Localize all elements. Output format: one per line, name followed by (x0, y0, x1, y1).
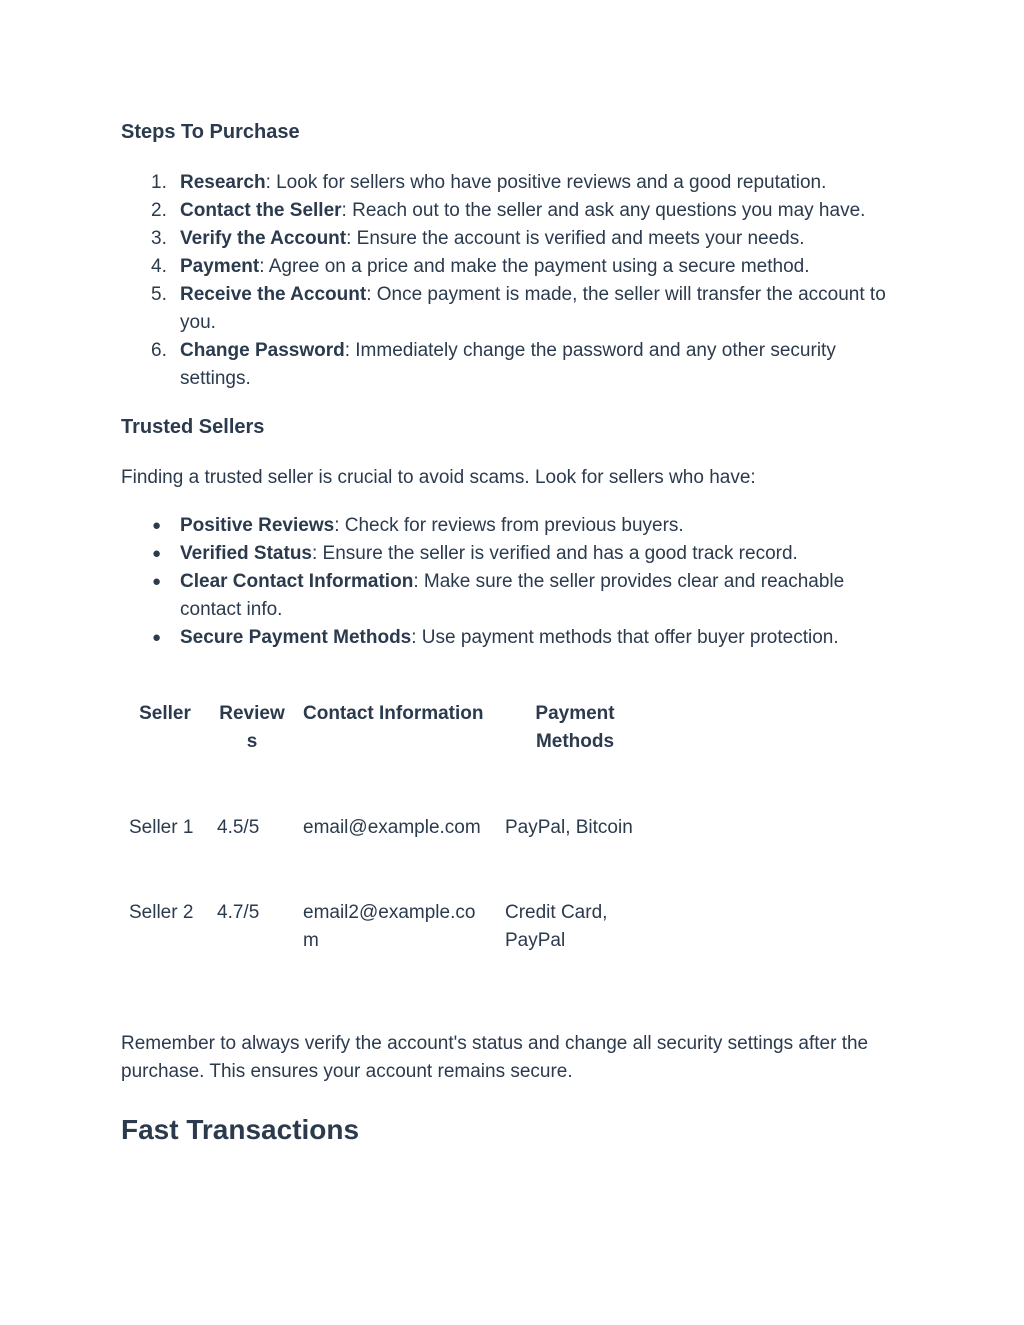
list-item: 4. Payment: Agree on a price and make the payment using a secure method. (151, 256, 810, 277)
list-item: 3. Verify the Account: Ensure the account is verified and meets your needs. (151, 228, 805, 249)
header-contact: Contact Information (303, 703, 484, 724)
cell-contact: email2@example.com (303, 902, 476, 951)
table-row (121, 842, 653, 955)
trusted-criteria-list (121, 512, 901, 652)
cell-payment: PayPal, Bitcoin (505, 817, 633, 838)
list-item: ● Clear Contact Information: Make sure the seller provides clear and reachable contact info. (152, 571, 845, 620)
trusted-sellers-heading: Trusted Sellers (121, 416, 265, 438)
trusted-sellers-intro: Finding a trusted seller is crucial to avoid scams. Look for sellers who have: (121, 467, 756, 488)
list-item: ● Secure Payment Methods: Use payment methods that offer buyer protection. (152, 627, 839, 648)
list-item: 6. Change Password: Immediately change the password and any other security settings. (151, 340, 836, 389)
cell-contact: email@example.com (303, 817, 481, 838)
list-item: 5. Receive the Account: Once payment is made, the seller will transfer the account to you. (151, 284, 886, 333)
fast-transactions-heading: Fast Transactions (121, 1114, 360, 1145)
header-payment: Payment Methods (535, 703, 615, 752)
cell-reviews: 4.5/5 (217, 817, 260, 838)
table-row (121, 756, 653, 842)
list-item: 2. Contact the Seller: Reach out to the seller and ask any questions you may have. (151, 200, 866, 221)
header-seller: Seller (139, 703, 191, 724)
list-item: 1. Research: Look for sellers who have positive reviews and a good reputation. (151, 172, 827, 193)
closing-paragraph: Remember to always verify the account's status and change all security settings after the purchase. This ensures your account remains secure. (121, 1033, 869, 1082)
list-item: ● Positive Reviews: Check for reviews from previous buyers. (152, 515, 684, 536)
cell-payment: Credit Card, PayPal (505, 902, 608, 951)
cell-seller: Seller 2 (129, 902, 194, 923)
header-reviews: Reviews (219, 703, 285, 752)
steps-list (121, 169, 901, 393)
steps-heading: Steps To Purchase (121, 121, 300, 143)
table-header-row (121, 696, 653, 756)
cell-seller: Seller 1 (129, 817, 194, 838)
list-item: ● Verified Status: Ensure the seller is verified and has a good track record. (152, 543, 798, 564)
sellers-table (121, 696, 653, 955)
cell-reviews: 4.7/5 (217, 902, 260, 923)
